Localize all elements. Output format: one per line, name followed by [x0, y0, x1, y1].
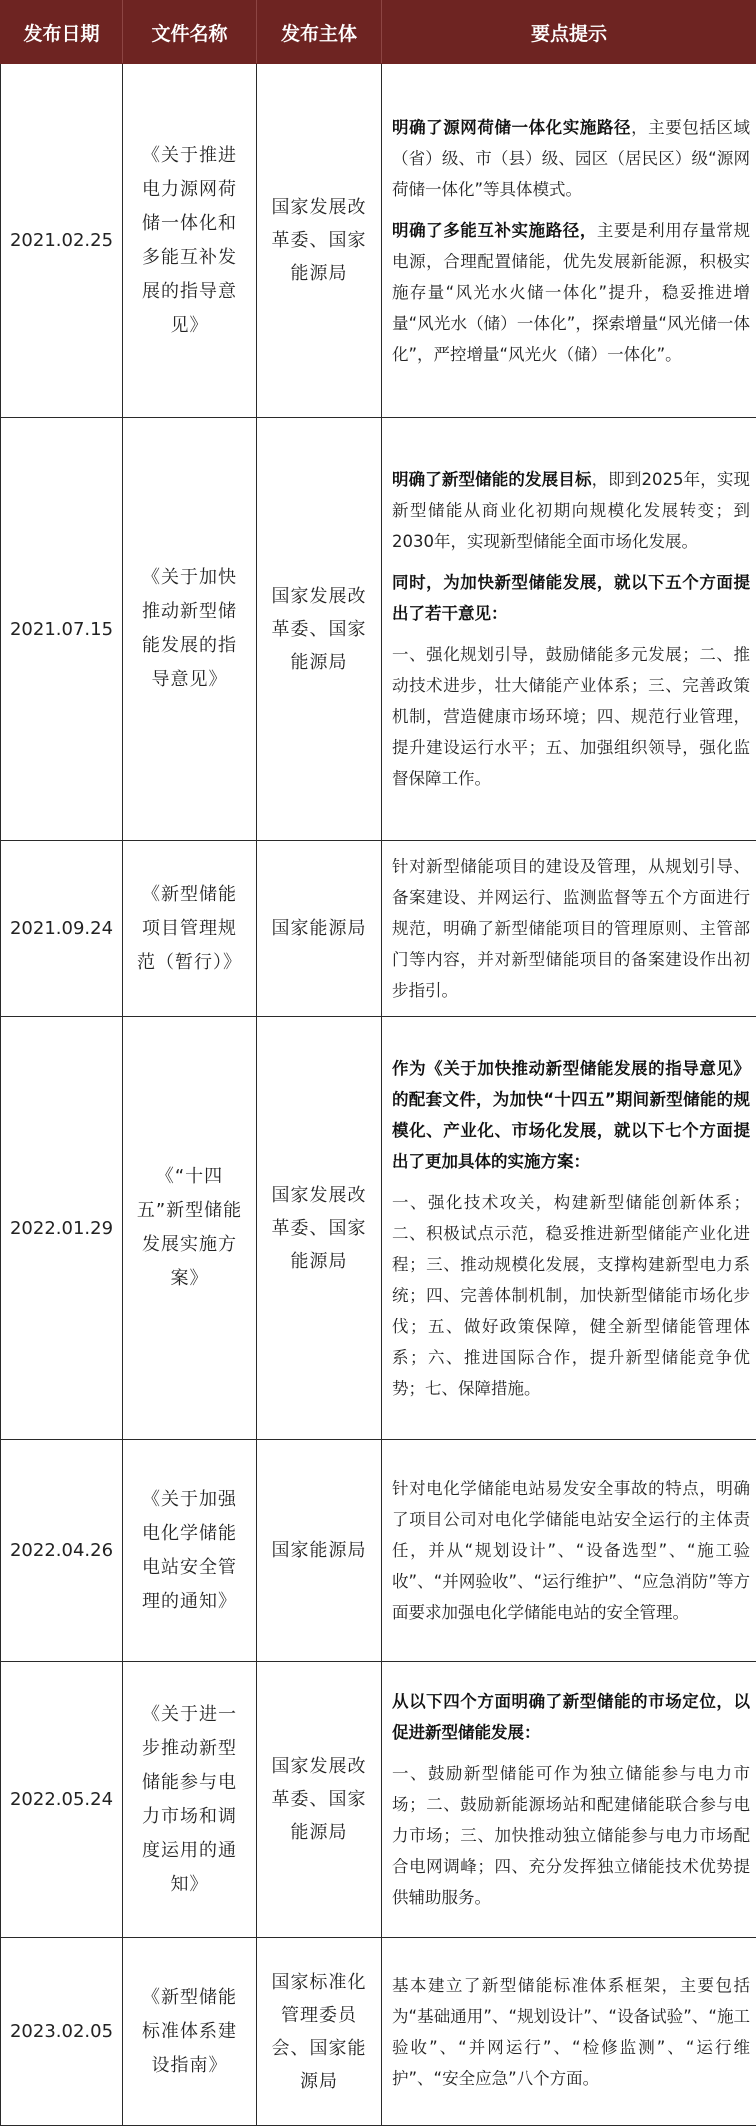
point-text: ，即到2025年，实现新型储能从商业化初期向规模化发展转变；到2030年，实现新型储能全面市场化发展。: [392, 470, 750, 551]
row-doc-name: 《新型储能标准体系建设指南》: [123, 1938, 257, 2126]
point-paragraph: 针对电化学储能电站易发安全事故的特点，明确了项目公司对电化学储能电站安全运行的主体责任，并从“规划设计”、“设备选型”、“施工验收”、“并网验收”、“运行维护”、“应急消防”等方面要求加强电化学储能电站的安全管理。: [392, 1473, 750, 1628]
header-row: [1, 1, 756, 64]
point-bold: 明确了新型储能的发展目标: [392, 470, 592, 489]
point-text: ，主要包括区域（省）级、市（县）级、园区（居民区）级“源网荷储一体化”等具体模式。: [392, 118, 750, 199]
point-paragraph: [392, 215, 750, 370]
header-issuer: 发布主体: [257, 1, 382, 64]
point-bold: 同时，为加快新型储能发展，就以下五个方面提出了若干意见：: [392, 573, 750, 623]
table-row: [1, 1938, 756, 2126]
table-row: [1, 418, 756, 841]
row-issuer: 国家发展改革委、国家能源局: [257, 418, 382, 841]
row-key-points: [382, 1662, 756, 1938]
row-date: 2022.05.24: [1, 1662, 123, 1938]
table-row: [1, 1017, 756, 1440]
table-row: [1, 64, 756, 418]
point-paragraph: [392, 1686, 750, 1748]
row-date: 2021.09.24: [1, 841, 123, 1017]
table-row: [1, 841, 756, 1017]
point-paragraph: [392, 1053, 750, 1177]
row-key-points: [382, 418, 756, 841]
row-doc-name: 《关于加强电化学储能电站安全管理的通知》: [123, 1440, 257, 1662]
row-key-points: [382, 1440, 756, 1662]
row-issuer: 国家发展改革委、国家能源局: [257, 1017, 382, 1440]
point-paragraph: 一、强化技术攻关，构建新型储能创新体系；二、积极试点示范，稳妥推进新型储能产业化进程；三、推动规模化发展，支撑构建新型电力系统；四、完善体制机制，加快新型储能市场化步伐；五、做好政策保障，健全新型储能管理体系；六、推进国际合作，提升新型储能竞争优势；七、保障措施。: [392, 1187, 750, 1404]
point-paragraph: 一、强化规划引导，鼓励储能多元发展；二、推动技术进步，壮大储能产业体系；三、完善政策机制，营造健康市场环境；四、规范行业管理，提升建设运行水平；五、加强组织领导，强化监督保障工作。: [392, 639, 750, 794]
row-doc-name: 《关于推进电力源网荷储一体化和多能互补发展的指导意见》: [123, 64, 257, 418]
row-issuer: 国家能源局: [257, 841, 382, 1017]
row-issuer: 国家发展改革委、国家能源局: [257, 1662, 382, 1938]
point-bold: 明确了源网荷储一体化实施路径: [392, 118, 631, 137]
row-date: 2023.02.05: [1, 1938, 123, 2126]
row-key-points: [382, 1017, 756, 1440]
row-issuer: 国家能源局: [257, 1440, 382, 1662]
header-doc-name: 文件名称: [123, 1, 257, 64]
point-paragraph: 针对新型储能项目的建设及管理，从规划引导、备案建设、并网运行、监测监督等五个方面进行规范，明确了新型储能项目的管理原则、主管部门等内容，并对新型储能项目的备案建设作出初步指引。: [392, 851, 750, 1006]
point-text: 主要是利用存量常规电源，合理配置储能，优先发展新能源，积极实施存量“风光水火储一体化”提升，稳妥推进增量“风光水（储）一体化”，探索增量“风光储一体化”，严控增量“风光火（储）一体化”。: [392, 221, 750, 364]
point-paragraph: 基本建立了新型储能标准体系框架，主要包括为“基础通用”、“规划设计”、“设备试验”、“施工验收”、“并网运行”、“检修监测”、“运行维护”、“安全应急”八个方面。: [392, 1970, 750, 2094]
point-bold: 作为《关于加快推动新型储能发展的指导意见》的配套文件，为加快“十四五”期间新型储能的规模化、产业化、市场化发展，就以下七个方面提出了更加具体的实施方案：: [392, 1059, 750, 1171]
row-date: 2022.01.29: [1, 1017, 123, 1440]
row-key-points: [382, 1938, 756, 2126]
point-paragraph: [392, 112, 750, 205]
row-doc-name: 《关于进一步推动新型储能参与电力市场和调度运用的通知》: [123, 1662, 257, 1938]
table-row: [1, 1662, 756, 1938]
row-date: 2021.07.15: [1, 418, 123, 841]
row-doc-name: 《新型储能项目管理规范（暂行）》: [123, 841, 257, 1017]
point-bold: 从以下四个方面明确了新型储能的市场定位，以促进新型储能发展：: [392, 1692, 750, 1742]
point-paragraph: [392, 464, 750, 557]
row-doc-name: 《“十四五”新型储能发展实施方案》: [123, 1017, 257, 1440]
header-key-points: 要点提示: [382, 1, 756, 64]
point-paragraph: 一、鼓励新型储能可作为独立储能参与电力市场；二、鼓励新能源场站和配建储能联合参与电力市场；三、加快推动独立储能参与电力市场配合电网调峰；四、充分发挥独立储能技术优势提供辅助服务。: [392, 1758, 750, 1913]
point-bold: 明确了多能互补实施路径，: [392, 221, 597, 240]
table-row: [1, 1440, 756, 1662]
row-key-points: [382, 64, 756, 418]
header-date: 发布日期: [1, 1, 123, 64]
row-date: 2021.02.25: [1, 64, 123, 418]
table-header: [1, 1, 756, 64]
row-issuer: 国家发展改革委、国家能源局: [257, 64, 382, 418]
row-key-points: [382, 841, 756, 1017]
row-doc-name: 《关于加快推动新型储能发展的指导意见》: [123, 418, 257, 841]
row-date: 2022.04.26: [1, 1440, 123, 1662]
point-paragraph: [392, 567, 750, 629]
row-issuer: 国家标准化管理委员会、国家能源局: [257, 1938, 382, 2126]
